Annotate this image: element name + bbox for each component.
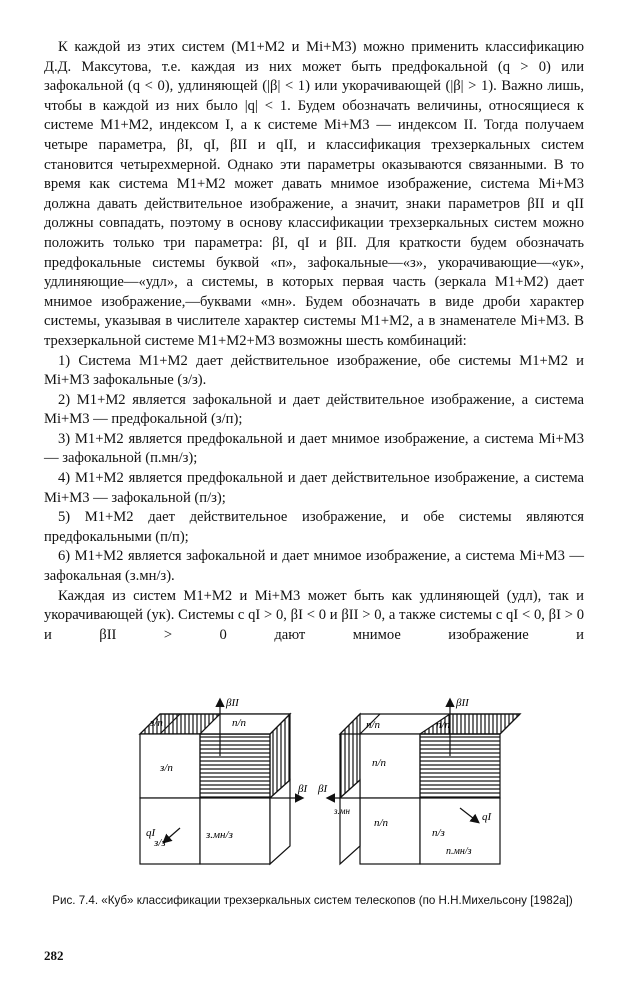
left-top-left-label: з/п <box>150 717 163 729</box>
right-axis-left-label: βI <box>318 783 328 795</box>
list-item-5: 5) М1+М2 дает действительное изображение, и обе системы являются предфокальными (п/п); <box>44 509 584 545</box>
paragraph-final: Каждая из систем М1+М2 и Мi+М3 может быть как удлиняющей (удл), так и укорачивающей (ук). Системы с qI > 0, βI < 0 и βII > 0, а также системы с qI < 0, βI > 0 и βII > 0 дают мнимое изображение и <box>44 587 584 643</box>
right-front-bottom-label: п/з <box>432 827 445 839</box>
left-axis-right-label: βI <box>298 783 308 795</box>
page-number: 282 <box>44 948 64 963</box>
right-axis-up-label: βII <box>456 697 469 709</box>
left-front-top-label: з/п <box>160 762 173 774</box>
right-cube <box>340 714 520 864</box>
list-item-4: 4) М1+М2 является предфокальной и дает действительное изображение, а система Мi+М3 — зафокальной (п/з); <box>44 470 584 506</box>
right-top-right-label: п/п <box>436 719 451 731</box>
left-top-right-label: п/п <box>232 717 247 729</box>
paragraph-intro: К каждой из этих систем (М1+М2 и Мi+М3) можно применить классификацию Д.Д. Максутова, т.е. каждая из них может быть предфокальной (q > 0) или зафокальной (q < 0), удлиняющей (|β| < 1) или укорачивающей (|β| > 1). Важно лишь, чтобы в каждой из них было |q| < 1. Будем обозначать величины, относящиеся к системе М1+М2, индексом I, а к системе Мi+М3 — индексом II. Тогда получаем четыре параметра, βI, qI, βII и qII, и классификация трехзеркальных систем становится четырехмерной. Однако эти параметры оказываются связанными. В то время как система М1+М2 может давать мнимое изображение, система Мi+М3 должна давать действительное изображение, а значит, знаки параметров βII и qII должны совпадать, поэтому в основу классификации трехзеркальных систем можно положить только три параметра: βI, qI и βII. Для краткости будем обозначать предфокальные системы буквой «п», зафокальные—«з», укорачивающие—«ук», удлиняющие—«удл», а системы, в которых первая часть (зеркала М1+М2) дает мнимое изображение,—буквами «мн». Будем обозначать в виде дроби характер системы, указывая в числителе характер системы М1+М2, а в знаменателе Мi+М3. В трехзеркальной системе М1+М2+М3 возможны шесть комбинаций: <box>44 39 584 349</box>
right-front-top-right-label: п/п <box>374 817 389 829</box>
left-side-bottom-label: з.мн/з <box>206 829 233 841</box>
right-side-bottom-label: п.мн/з <box>446 846 472 857</box>
list-item-1: 1) Система М1+М2 дает действительное изображение, обе системы М1+М2 и Мi+М3 зафокальные (з/з). <box>44 352 584 389</box>
cube-diagram <box>120 696 550 886</box>
left-front-bottom-label: з/з <box>154 837 166 849</box>
figure-caption: Рис. 7.4. «Куб» классификации трехзеркальных систем телескопов (по Н.Н.Михельсону [1982а]) <box>52 894 573 907</box>
body-text <box>44 38 584 645</box>
classification-cube-figure <box>120 696 550 886</box>
left-axis-front-label: qI <box>146 827 156 839</box>
list-item-6: 6) М1+М2 является зафокальной и дает мнимое изображение, а система Мi+М3 — зафокальная (з.мн/з). <box>44 548 584 585</box>
right-top-left-label: п/п <box>366 719 381 731</box>
list-item-2: 2) М1+М2 является зафокальной и дает действительное изображение, а система Мi+М3 — предфокальной (з/п); <box>44 391 584 428</box>
right-front-top-left-label: п/п <box>372 757 387 769</box>
right-axis-right-label: qI <box>482 811 492 823</box>
list-item-3: 3) М1+М2 является предфокальной и дает мнимое изображение, а система Мi+М3 — зафокальной (п.мн/з); <box>44 430 584 467</box>
left-axis-up-label: βII <box>226 697 239 709</box>
right-left-label: з.мн <box>334 806 350 816</box>
